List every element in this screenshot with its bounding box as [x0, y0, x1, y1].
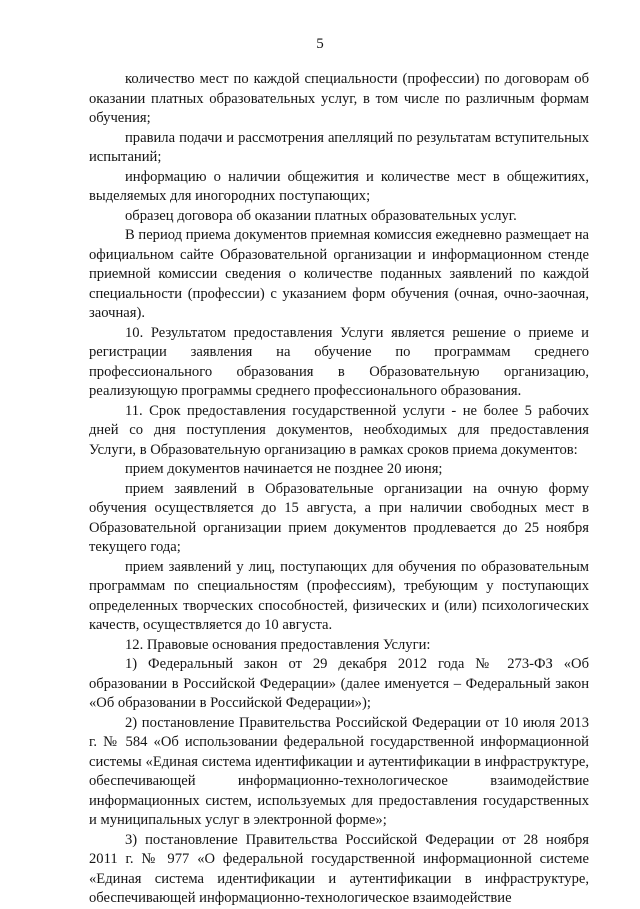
paragraph: прием заявлений в Образовательные организации на очную форму обучения осуществляется до 15 августа, а при наличии свободных мест в Образовательной организации прием документов продлевается до 25 ноября текущего года;: [89, 480, 589, 555]
paragraph: прием заявлений у лиц, поступающих для обучения по образовательным программам по специальностям (профессиям), требующим у поступающих определенных творческих способностей, физических и (или) психологических качеств, осуществляется до 10 августа.: [89, 558, 589, 633]
paragraph: 3) постановление Правительства Российской Федерации от 28 ноября 2011 г. № 977 «О федеральной государственной информационной системе «Единая система идентификации и аутентификации в инфраструктуре, обеспечивающей информационно-технологическое взаимодействие: [89, 831, 589, 906]
paragraph: 10. Результатом предоставления Услуги является решение о приеме и регистрации заявления на обучение по программам среднего профессионального образования в Образовательную организацию, реализующую программы среднего профессионального образования.: [89, 324, 589, 399]
paragraph: количество мест по каждой специальности (профессии) по договорам об оказании платных образовательных услуг, в том числе по различным формам обучения;: [89, 71, 589, 126]
paragraph: информацию о наличии общежития и количестве мест в общежитиях, выделяемых для иногородних поступающих;: [89, 168, 589, 204]
paragraph: 2) постановление Правительства Российской Федерации от 10 июля 2013 г. № 584 «Об использовании федеральной государственной информационной системы «Единая система идентификации и аутентификации в инфраструктуре, обеспечивающей информационно-технологическое взаимодействие информационных систем, используемых для предоставления государственных и муниципальных услуг в электронной форме»;: [89, 714, 589, 828]
document-body: [89, 70, 589, 909]
paragraph: образец договора об оказании платных образовательных услуг.: [125, 207, 517, 224]
paragraph: прием документов начинается не позднее 20 июня;: [125, 461, 443, 477]
page-number: 5: [316, 36, 324, 52]
paragraph: 12. Правовые основания предоставления Услуги:: [125, 636, 431, 653]
paragraph: правила подачи и рассмотрения апелляций по результатам вступительных испытаний;: [89, 129, 589, 165]
paragraph: 11. Срок предоставления государственной услуги - не более 5 рабочих дней со дня поступления документов, необходимых для предоставления Услуги, в Образовательную организацию в рамках сроков приема документов:: [89, 402, 589, 458]
paragraph: 1) Федеральный закон от 29 декабря 2012 года № 273-ФЗ «Об образовании в Российской Федерации» (далее именуется – Федеральный закон «Об образовании в Российской Федерации»);: [89, 656, 589, 711]
paragraph: В период приема документов приемная комиссия ежедневно размещает на официальном сайте Образовательной организации и информационном стенде приемной комиссии сведения о количестве поданных заявлений по каждой специальности (профессии) с указанием форм обучения (очная, очно-заочная, заочная).: [89, 227, 590, 321]
